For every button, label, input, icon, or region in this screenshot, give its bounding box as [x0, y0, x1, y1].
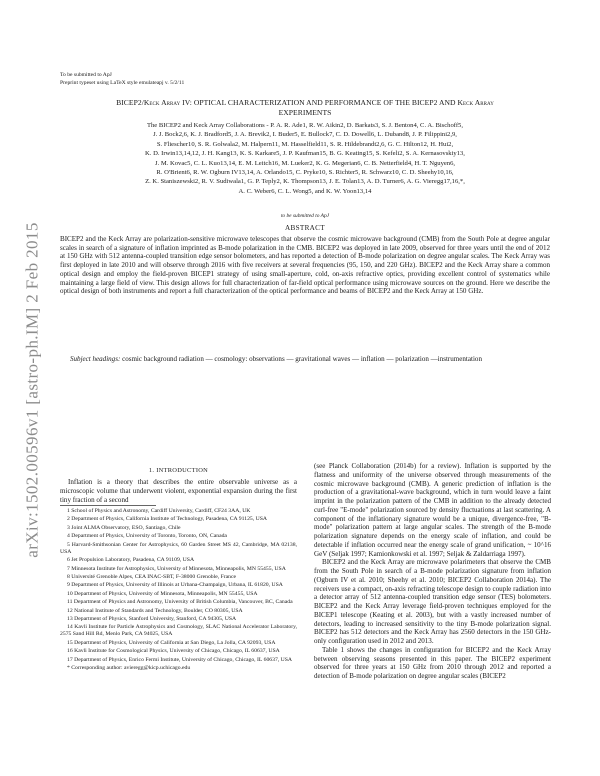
footnote: 1 School of Physics and Astronomy, Cardiff University, Cardiff, CF24 3AA, UK [67, 508, 251, 514]
footnote: 17 Department of Physics, Enrico Fermi Institute, University of Chicago, Chicago, IL 60637, USA [67, 656, 293, 663]
footnote: 16 Kavli Institute for Cosmological Physics, University of Chicago, Chicago, IL 60637, USA [67, 648, 280, 655]
subject-label: Subject headings: [70, 355, 121, 363]
arxiv-stamp [18, 200, 48, 580]
preprint-note: Preprint typeset using LaTeX style emulateapj v. 5/2/11 [60, 80, 185, 86]
author-line: J. M. Kovac5, C. L. Kuo13,14, E. M. Leitch16, M. Lueker2, K. G. Megerian6, C. B. Netterfield4, H. T. Nguyen6, [154, 159, 456, 167]
author-line: J. J. Bock2,6, K. J. Bradford5, J. A. Brevik2, I. Buder5, E. Bullock7, C. D. Dowell6, L. Duband8, J. P. Filippini2,9, [153, 131, 457, 139]
author-list [58, 121, 552, 196]
footnote: 7 Minnesota Institute for Astrophysics, University of Minnesota, Minneapolis, MN 55455, USA [67, 565, 286, 572]
author-line: R. O'Brient6, R. W. Ogburn IV13,14, A. Orlando15, C. Pryke10, S. Richter5, R. Schwarz10, C. D. Sheehy10,16, [156, 169, 454, 177]
footnote: 14 Kavli Institute for Particle Astrophysics and Cosmology, SLAC National Accelerator Laboratory, 2575 Sand Hill Rd, Menlo Park, CA 94025, USA [60, 624, 297, 638]
footnote: 10 Department of Physics, University of Minnesota, Minneapolis, MN 55455, USA [67, 590, 258, 597]
author-line: A. C. Weber6, C. L. Wong5, and K. W. Yoon13,14 [238, 187, 372, 195]
footnote: 2 Department of Physics, California Institute of Technology, Pasadena, CA 91125, USA [67, 516, 268, 523]
abstract-heading: ABSTRACT [285, 224, 325, 232]
author-line: Z. K. Staniszewski2, R. V. Sudiwala1, G. P. Teply2, K. Thompson13, J. E. Tolan13, A. D. Turner6, A. G. Vieregg17,16,*, [145, 178, 465, 186]
subject-text: cosmic background radiation — cosmology: observations — gravitational waves — inflation — polarization —instrumentation [122, 355, 482, 363]
footnote: 4 Department of Physics, University of Toronto, Toronto, ON, Canada [67, 533, 227, 540]
footnote: 3 Joint ALMA Observatory, ESO, Santiago, Chile [67, 524, 181, 531]
footnote: 5 Harvard-Smithsonian Center for Astrophysics, 60 Garden Street MS 42, Cambridge, MA 02138, USA [60, 541, 297, 555]
author-line: S. Fliescher10, S. R. Golwala2, M. Halpern11, M. Hasselfield11, S. R. Hildebrandt2,6, G. C. Hilton12, H. Hui2, [156, 140, 454, 148]
body-paragraph: (see Planck Collaboration (2014b) for a review). Inflation is supported by the flatness and uniformity of the universe observed through measurements of the cosmic microwave background (CMB). A generic prediction of inflation is the production of a gravitational-wave background, which in turn would leave a faint imprint in the polarization pattern of the CMB in addition to the already detected curl-free "E-mode" polarization sourced by density fluctuations at last scattering. A component of the inflationary signature would be a unique, divergence-free, "B-mode" polarization pattern at large angular scales. The strength of the B-mode polarization signature depends on the energy scale of inflation, and could be detectable if inflation occurred near the energy scale of grand unification, ~ 10^16 GeV (Seljak 1997; Kamionkowski et al. 1997; Seljak & Zaldarriaga 1997). [314, 462, 551, 558]
footnote: 13 Department of Physics, Stanford University, Stanford, CA 94305, USA [67, 615, 237, 622]
abstract-text: BICEP2 and the Keck Array are polarization-sensitive microwave telescopes that observe the cosmic microwave background (CMB) from the South Pole at degree angular scales in search of a signature of inflation imprinted as B-mode polarization in the CMB. BICEP2 was deployed in late 2009, observed for three years until the end of 2012 at 150 GHz with 512 antenna-coupled transition edge sensor bolometers, and has reported a detection of B-mode polarization on degree angular scales. The Keck Array was first deployed in late 2010 and will observe through 2016 with five receivers at several frequencies (95, 150, and 220 GHz). BICEP2 and the Keck Array share a common optical design and employ the field-proven BICEP1 strategy of using small-aperture, cold, on-axis refractive optics, providing excellent control of systematics while maintaining a large field of view. This design allows for full characterization of far-field optical performance using microwave sources on the ground. Here we describe the optical design of both instruments and report a full characterization of the optical performance and beams of BICEP2 and the Keck Array at 150 GHz. [60, 235, 550, 296]
arxiv-id: arXiv:1502.00596v1 [astro-ph.IM] 2 Feb 2015 [23, 222, 42, 558]
intro-paragraph: Inflation is a theory that describes the entire observable universe as a microscopic volume that underwent violent, exponential expansion during the first tiny fraction of a second [60, 478, 297, 504]
title-line: BICEP2/Keck Array IV: OPTICAL CHARACTERIZATION AND PERFORMANCE OF THE BICEP2 AND Keck Array [116, 98, 494, 107]
footnote: 12 National Institute of Standards and Technology, Boulder, CO 80305, USA [67, 607, 243, 614]
affiliation-footnotes [60, 508, 297, 673]
submission-note: to be submitted to ApJ [280, 213, 330, 219]
body-paragraph: Table 1 shows the changes in configuration for BICEP2 and the Keck Array between observing seasons presented in this paper. The BICEP2 experiment observed for three years at 150 GHz from 2010 through 2012 and reported a detection of B-mode polarization on degree angular scales (BICEP2 [314, 645, 551, 680]
title-line: EXPERIMENTS [278, 108, 332, 117]
author-line: The BICEP2 and Keck Array Collaborations - P. A. R. Ade1, R. W. Aikin2, D. Barkats3, S. J. Benton4, C. A. Bischoff5, [146, 122, 463, 129]
journal-header: To be submitted to ApJ [60, 72, 112, 78]
footnote: * Corresponding author: avieregg@kicp.uchicago.edu [67, 665, 191, 672]
footnote: 9 Department of Physics, University of Illinois at Urbana-Champaign, Urbana, IL 61820, USA [67, 582, 283, 589]
paper-title [60, 98, 550, 118]
section-heading: 1. INTRODUCTION [148, 467, 209, 474]
footnote: 6 Jet Propulsion Laboratory, Pasadena, CA 91109, USA [67, 557, 195, 564]
subject-headings [70, 355, 540, 364]
right-column [314, 462, 551, 681]
footnote: 11 Department of Physics and Astronomy, University of British Columbia, Vancouver, BC, Canada [67, 599, 293, 606]
footnote-rule [60, 505, 156, 506]
footnote: 15 Department of Physics, University of California at San Diego, La Jolla, CA 92093, USA [67, 639, 276, 646]
body-paragraph: BICEP2 and the Keck Array are microwave polarimeters that observe the CMB from the South Pole in search of a B-mode polarization signature from inflation (Ogburn IV et al. 2010; Sheehy et al. 2010; BICEP2 Collaboration 2014a). The receivers use a compact, on-axis refracting telescope design to couple radiation into a detector array of 512 antenna-coupled transition edge sensor (TES) bolometers. BICEP2 and the Keck Array leverage field-proven techniques employed for the BICEP1 telescope (Keating et al. 2003), but with a vastly increased number of detectors, leading to increased sensitivity to the tiny B-mode polarization signal. BICEP2 has 512 detectors and the Keck Array has 2560 detectors in the 150 GHz-only configuration used in 2012 and 2013. [314, 558, 551, 645]
author-line: K. D. Irwin13,14,12, J. H. Kang13, K. S. Karkare5, J. P. Kaufman15, B. G. Keating15, S. Kefeli2, S. A. Kernasovskiy13, [145, 150, 465, 158]
footnote: 8 Université Grenoble Alpes, CEA INAC-SBT, F-38000 Grenoble, France [67, 573, 237, 580]
